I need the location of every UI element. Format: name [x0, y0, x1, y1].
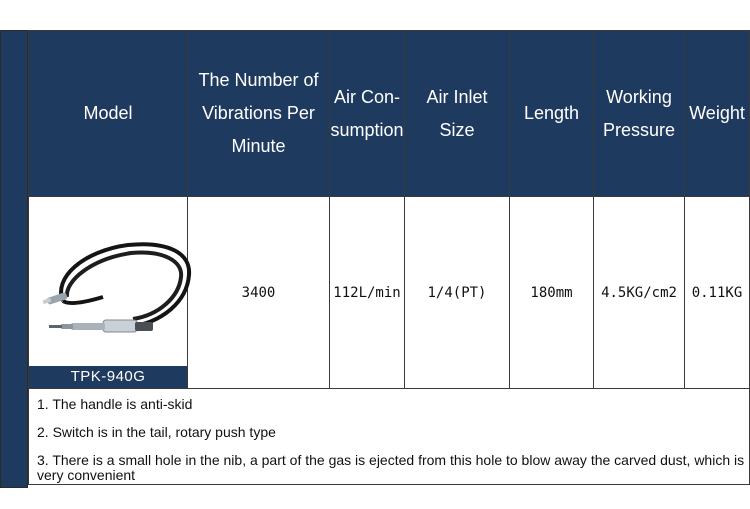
product-cell: [29, 197, 188, 389]
notes-row: [29, 389, 750, 485]
left-strip: [0, 30, 28, 488]
table-row: [29, 197, 750, 389]
header-model: Model: [29, 31, 188, 197]
air-engraving-pen-image: [43, 223, 193, 339]
cell-weight: 0.11KG: [685, 197, 750, 389]
cell-length: 180mm: [510, 197, 594, 389]
header-air-inlet-size: Air Inlet Size: [405, 31, 510, 197]
cell-air-inlet: 1/4(PT): [405, 197, 510, 389]
cell-vibrations: 3400: [188, 197, 330, 389]
cell-air-consumption: 112L/min: [330, 197, 405, 389]
cell-pressure: 4.5KG/cm2: [594, 197, 685, 389]
model-label: TPK-940G: [29, 366, 187, 388]
header-length: Length: [510, 31, 594, 197]
header-row: [29, 31, 750, 197]
header-weight: Weight: [685, 31, 750, 197]
header-air-consumption: Air Con-sumption: [330, 31, 405, 197]
notes-cell: [29, 389, 750, 485]
note-item: 1. The handle is anti-skid: [37, 396, 193, 412]
note-item: 2. Switch is in the tail, rotary push type: [37, 424, 276, 440]
header-vibrations: The Number of Vibrations Per Minute: [188, 31, 330, 197]
note-item: 3. There is a small hole in the nib, a part of the gas is ejected from this hole to blow away the carved dust, which is very convenient: [37, 452, 745, 483]
spec-table: [28, 30, 750, 485]
header-working-pressure: Working Pressure: [594, 31, 685, 197]
